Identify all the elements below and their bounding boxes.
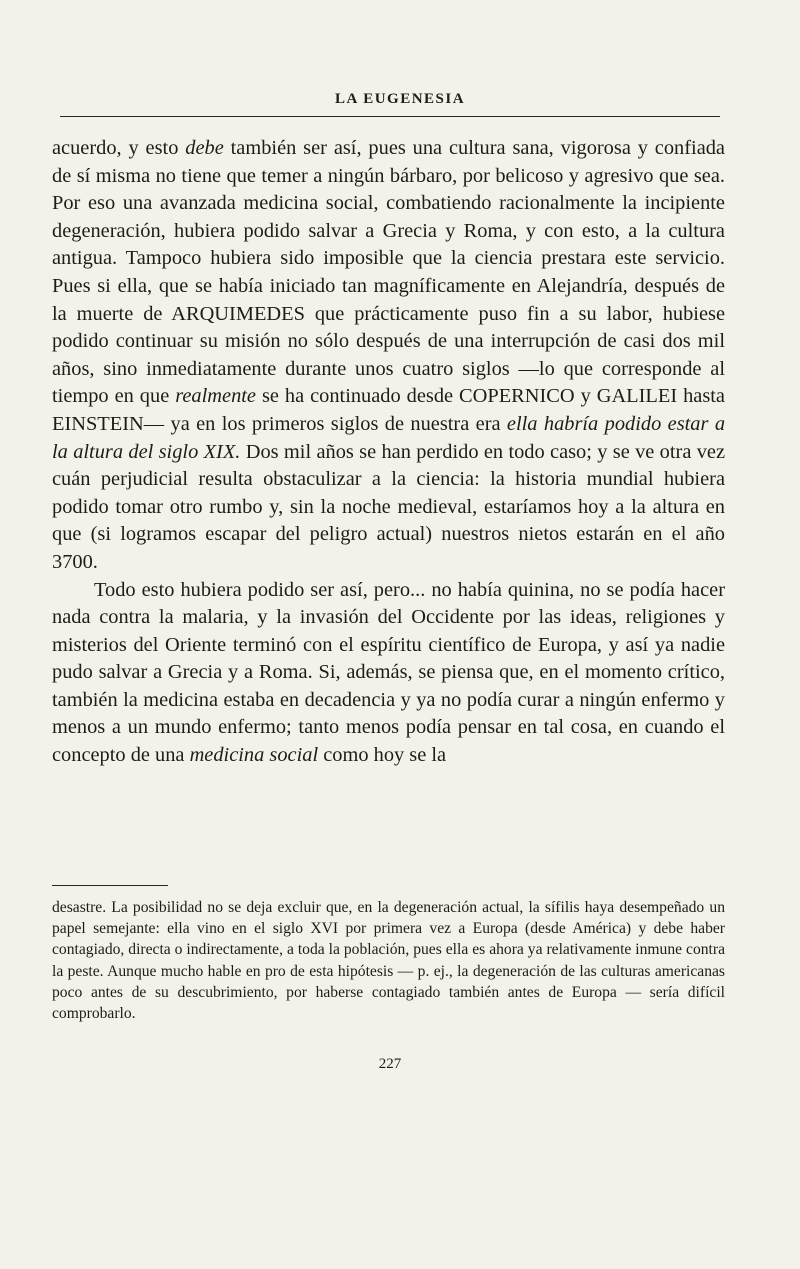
text-run: se ha continuado desde COPERNICO y GALILEI hasta EINSTEIN— ya en los primeros siglos de nuestra era xyxy=(52,385,725,435)
running-title: LA EUGENESIA xyxy=(334,91,466,107)
text-run: acuerdo, y esto xyxy=(52,137,186,159)
italic-text-run: ella habría podido estar a la altura del siglo XIX. xyxy=(52,412,726,463)
header-rule xyxy=(60,116,720,117)
text-run: Dos mil años se han perdido en todo caso; y se ve otra vez cuán perjudicial resulta obstaculizar a la ciencia: la historia mundial hubiera podido tomar otro rumbo y, sin la noche medieval, estaríamos hoy a la altura en que (si logramos escapar del peligro actual) nuestros nietos estarán en el año 3700. xyxy=(52,440,725,573)
paragraph xyxy=(52,135,725,577)
paragraph xyxy=(52,577,725,770)
italic-text-run: medicina social xyxy=(189,744,319,767)
footnote: desastre. La posibilidad no se deja excluir que, en la degeneración actual, la sífilis haya desempeñado un papel semejante: ella vino en el siglo XVI por primera vez a Europa (desde América) y debe haber contagiado, directa o indirectamente, a toda la población, pues ella es ahora ya relativamente inmune contra la peste. Aunque mucho hable en pro de esta hipótesis — p. ej., la degeneración de las culturas americanas poco antes de su descubrimiento, por haberse contagiado también antes de Europa — sería difícil comprobarlo. xyxy=(52,899,725,1023)
page-number: 227 xyxy=(378,1056,402,1072)
text-run: Todo esto hubiera podido ser así, pero... no había quinina, no se podía hacer nada contra la malaria, y la invasión del Occidente por las ideas, religiones y misterios del Oriente terminó con el espíritu científico de Europa, y así ya nadie pudo salvar a Grecia y a Roma. Si, además, se piensa que, en el momento crítico, también la medicina estaba en decadencia y ya no podía curar a ningún enfermo y menos a un mundo enfermo; tanto menos podía pensar en tal cosa, en cuando el concepto de una xyxy=(52,578,725,767)
text-run: también ser así, pues una cultura sana, vigorosa y confiada de sí misma no tiene que temer a ningún bárbaro, por belicoso y agresivo que sea. Por eso una avanzada medicina social, combatiendo racionalmente la incipiente degeneración, hubiera podido salvar a Grecia y Roma, y con esto, a la cultura antigua. Tampoco hubiera sido imposible que la ciencia prestara este servicio. Pues si ella, que se había iniciado tan magníficamente en Alejandría, después de la muerte de ARQUIMEDES que prácticamente puso fin a su labor, hubiese podido continuar su misión no sólo después de una interrupción de casi dos mil años, sino inmediatamente durante unos cuatro siglos —lo que corresponde al tiempo en que xyxy=(52,137,725,408)
italic-text-run: realmente xyxy=(175,385,256,408)
text-run: como hoy se la xyxy=(318,744,447,767)
main-text xyxy=(52,135,725,770)
footnote-rule xyxy=(52,885,168,886)
italic-text-run: debe xyxy=(185,137,224,159)
